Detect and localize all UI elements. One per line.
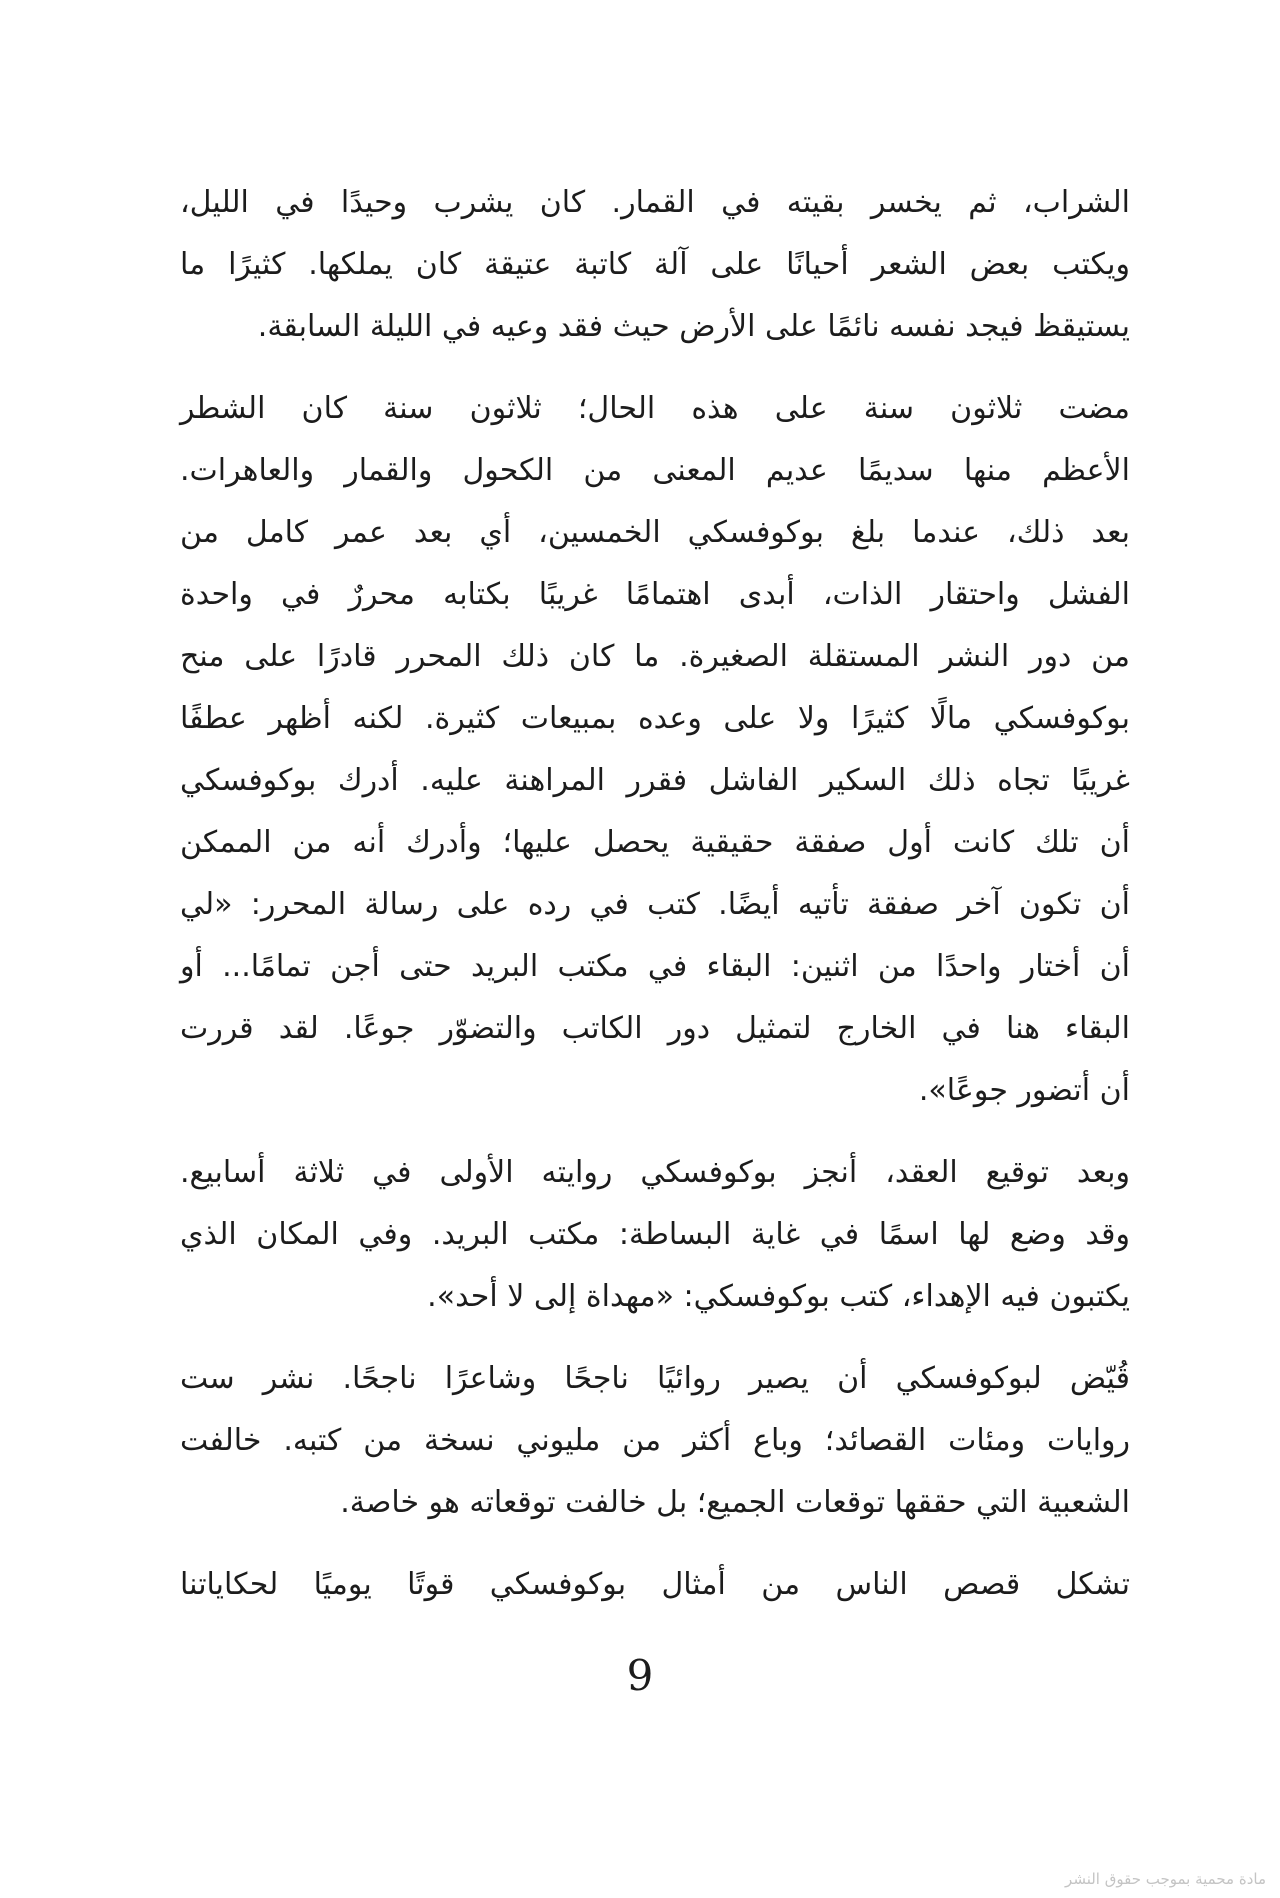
text-line: الشعبية التي حققها توقعات الجميع؛ بل خالفت توقعاته هو خاصة. bbox=[340, 1485, 1130, 1520]
paragraph bbox=[180, 378, 1130, 1122]
text-line: تشكل قصص الناس من أمثال بوكوفسكي قوتًا يوميًا لحكاياتنا bbox=[180, 1567, 1130, 1602]
page-number: 9 bbox=[626, 1651, 654, 1700]
copyright-watermark: مادة محمية بموجب حقوق النشر bbox=[1065, 1870, 1266, 1888]
text-line: بوكوفسكي مالًا كثيرًا ولا على وعده بمبيعات كثيرة. لكنه أظهر عطفًا bbox=[180, 701, 1130, 736]
text-line: الأعظم منها سديمًا عديم المعنى من الكحول والقمار والعاهرات. bbox=[180, 453, 1130, 488]
text-line: وقد وضع لها اسمًا في غاية البساطة: مكتب البريد. وفي المكان الذي bbox=[180, 1217, 1130, 1252]
text-line: ويكتب بعض الشعر أحيانًا على آلة كاتبة عتيقة كان يملكها. كثيرًا ما bbox=[180, 247, 1130, 282]
text-line: يستيقظ فيجد نفسه نائمًا على الأرض حيث فقد وعيه في الليلة السابقة. bbox=[257, 309, 1130, 344]
text-line: أن تلك كانت أول صفقة حقيقية يحصل عليها؛ وأدرك أنه من الممكن bbox=[180, 825, 1130, 860]
text-line: أن تكون آخر صفقة تأتيه أيضًا. كتب في رده على رسالة المحرر: «لي bbox=[180, 887, 1130, 922]
text-line: قُيّض لبوكوفسكي أن يصير روائيًا ناجحًا وشاعرًا ناجحًا. نشر ست bbox=[180, 1361, 1130, 1396]
text-line: الشراب، ثم يخسر بقيته في القمار. كان يشرب وحيدًا في الليل، bbox=[180, 185, 1130, 220]
paragraph bbox=[180, 1142, 1130, 1328]
text-line: البقاء هنا في الخارج لتمثيل دور الكاتب والتضوّر جوعًا. لقد قررت bbox=[180, 1011, 1130, 1046]
text-line: يكتبون فيه الإهداء، كتب بوكوفسكي: «مهداة إلى لا أحد». bbox=[427, 1279, 1130, 1314]
text-line: أن أختار واحدًا من اثنين: البقاء في مكتب البريد حتى أجن تمامًا... أو bbox=[180, 949, 1130, 984]
page-text bbox=[180, 172, 1130, 1616]
text-line: أن أتضور جوعًا». bbox=[918, 1073, 1130, 1108]
text-line: الفشل واحتقار الذات، أبدى اهتمامًا غريبًا بكتابه محررٌ في واحدة bbox=[180, 577, 1130, 612]
paragraph bbox=[180, 172, 1130, 358]
text-line: من دور النشر المستقلة الصغيرة. ما كان ذلك المحرر قادرًا على منح bbox=[180, 639, 1130, 674]
paragraph bbox=[180, 1554, 1130, 1616]
text-line: بعد ذلك، عندما بلغ بوكوفسكي الخمسين، أي بعد عمر كامل من bbox=[180, 515, 1130, 550]
text-line: مضت ثلاثون سنة على هذه الحال؛ ثلاثون سنة كان الشطر bbox=[180, 391, 1130, 426]
paragraph bbox=[180, 1348, 1130, 1534]
text-line: غريبًا تجاه ذلك السكير الفاشل فقرر المراهنة عليه. أدرك بوكوفسكي bbox=[180, 763, 1130, 798]
text-line: وبعد توقيع العقد، أنجز بوكوفسكي روايته الأولى في ثلاثة أسابيع. bbox=[180, 1155, 1130, 1190]
text-line: روايات ومئات القصائد؛ وباع أكثر من مليوني نسخة من كتبه. خالفت bbox=[180, 1423, 1130, 1458]
